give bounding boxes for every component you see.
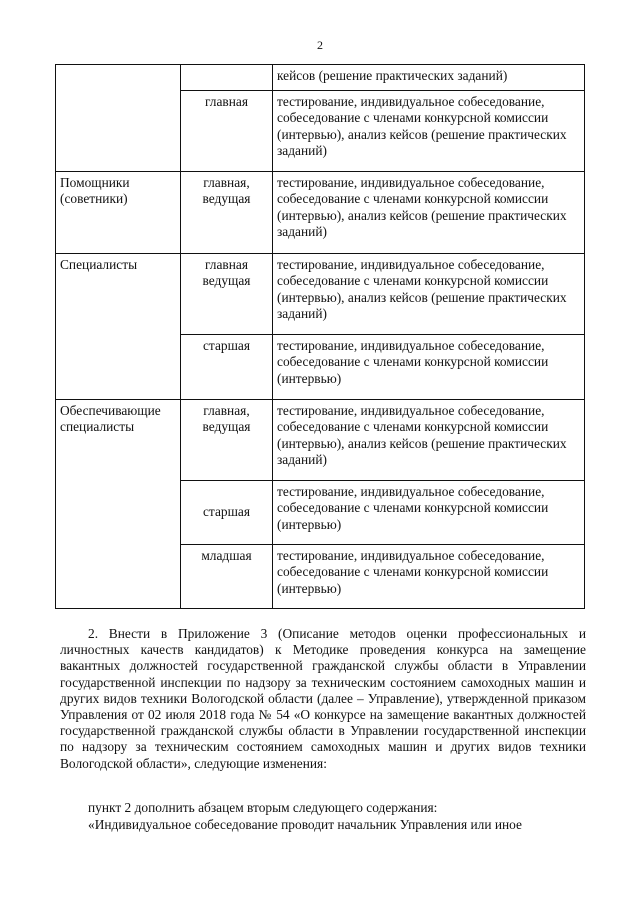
methods-cell: тестирование, индивидуальное собеседование, собеседование с членами конкурсной комиссии (интервью), анализ кейсов (решение практических заданий) — [273, 400, 585, 481]
category-cell — [56, 65, 181, 91]
paragraph-text: 2. Внести в Приложение 3 (Описание методов оценки профессиональных и личностных качеств кандидатов) к Методике проведения конкурса на замещение вакантных должностей государственной гражданской службы области в Управлении государственной инспекции по надзору за техническим состоянием самоходных машин и других видов техники Вологодской области (далее – Управление), утвержденной приказом Управления от 02 июля 2018 года № 54 «О конкурсе на замещение вакантных должностей государственной гражданской службы области в Управлении государственной инспекции по надзору за техническим состоянием самоходных машин и других видов техники Вологодской области», следующие изменения: — [60, 626, 586, 771]
methods-cell: тестирование, индивидуальное собеседование, собеседование с членами конкурсной комиссии (интервью), анализ кейсов (решение практических заданий) — [273, 254, 585, 335]
category-cell: Специалисты — [56, 254, 181, 400]
category-cell: Обеспечивающие специалисты — [56, 400, 181, 609]
group-cell — [181, 65, 273, 91]
paragraph-point-2 — [60, 800, 586, 816]
methods-cell: кейсов (решение практических заданий) — [273, 65, 585, 91]
page-number: 2 — [317, 38, 323, 52]
group-cell: главная — [181, 91, 273, 172]
group-cell — [181, 481, 273, 545]
group-cell: главная, ведущая — [181, 172, 273, 254]
table-row — [56, 91, 585, 172]
group-cell: главная ведущая — [181, 254, 273, 335]
paragraph-text: пункт 2 дополнить абзацем вторым следующего содержания: — [88, 800, 438, 815]
assessment-methods-table — [55, 64, 585, 609]
methods-cell: тестирование, индивидуальное собеседование, собеседование с членами конкурсной комиссии (интервью) — [273, 545, 585, 609]
methods-cell: тестирование, индивидуальное собеседование, собеседование с членами конкурсной комиссии (интервью), анализ кейсов (решение практических заданий) — [273, 172, 585, 254]
group-cell: старшая — [181, 335, 273, 400]
group-label: старшая — [202, 504, 250, 520]
table-row — [56, 254, 585, 335]
paragraph-item-2 — [60, 626, 586, 772]
table-row — [56, 172, 585, 254]
category-cell: Помощники (советники) — [56, 172, 181, 254]
group-cell: младшая — [181, 545, 273, 609]
paragraph-text: «Индивидуальное собеседование проводит начальник Управления или иное — [88, 817, 522, 832]
group-cell: главная, ведущая — [181, 400, 273, 481]
methods-cell: тестирование, индивидуальное собеседование, собеседование с членами конкурсной комиссии (интервью), анализ кейсов (решение практических заданий) — [273, 91, 585, 172]
methods-cell: тестирование, индивидуальное собеседование, собеседование с членами конкурсной комиссии (интервью) — [273, 481, 585, 545]
paragraph-quote — [60, 817, 586, 833]
table-row — [56, 400, 585, 481]
table-row — [56, 65, 585, 91]
methods-cell: тестирование, индивидуальное собеседование, собеседование с членами конкурсной комиссии (интервью) — [273, 335, 585, 400]
category-cell — [56, 91, 181, 172]
